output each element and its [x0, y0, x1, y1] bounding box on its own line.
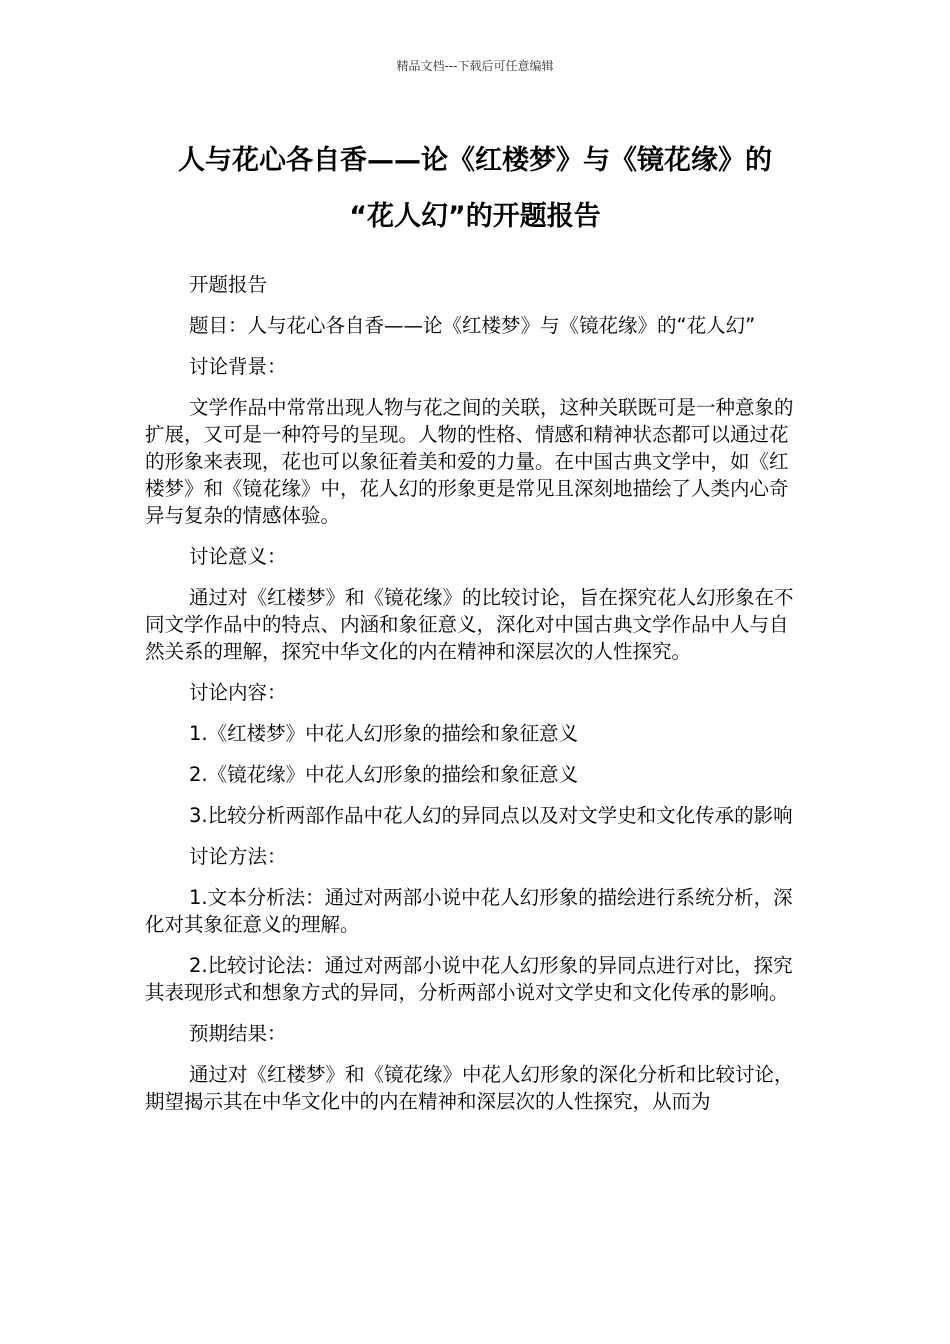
section-heading-background: 讨论背景：	[189, 355, 287, 378]
topic-paragraph: 题目：人与花心各自香——论《红楼梦》与《镜花缘》的“花人幻”	[189, 314, 756, 337]
section-heading-expected-results: 预期结果：	[189, 1022, 287, 1045]
section-heading-content: 讨论内容：	[189, 681, 287, 704]
content-item-1: 1.《红楼梦》中花人幻形象的描绘和象征意义	[189, 722, 579, 745]
significance-paragraph: 通过对《红楼梦》和《镜花缘》的比较讨论，旨在探究花人幻形象在不同文学作品中的特点、内涵和象征意义，深化对中国古典文学作品中人与自然关系的理解，探究中华文化的内在精神和深层次的人性探究。	[145, 586, 794, 663]
title-line-2: “花人幻”的开题报告	[349, 201, 601, 232]
content-item-2: 2.《镜花缘》中花人幻形象的描绘和象征意义	[189, 763, 579, 786]
section-heading-significance: 讨论意义：	[189, 545, 287, 568]
document-title	[150, 133, 800, 245]
page-header-note: 精品文档---下载后可任意编辑	[396, 59, 554, 73]
title-line-1: 人与花心各自香——论《红楼梦》与《镜花缘》的	[178, 145, 772, 176]
method-item-2: 2.比较讨论法：通过对两部小说中花人幻形象的异同点进行对比，探究其表现形式和想象方式的异同，分析两部小说对文学史和文化传承的影响。	[145, 954, 793, 1004]
method-item-1: 1.文本分析法：通过对两部小说中花人幻形象的描绘进行系统分析，深化对其象征意义的理解。	[145, 886, 793, 936]
expected-results-paragraph: 通过对《红楼梦》和《镜花缘》中花人幻形象的深化分析和比较讨论，期望揭示其在中华文化中的内在精神和深层次的人性探究，从而为	[145, 1063, 794, 1113]
section-heading-methods: 讨论方法：	[189, 845, 287, 868]
background-paragraph: 文学作品中常常出现人物与花之间的关联，这种关联既可是一种意象的扩展，又可是一种符号的呈现。人物的性格、情感和精神状态都可以通过花的形象来表现，花也可以象征着美和爱的力量。在中国古典文学中，如《红楼梦》和《镜花缘》中，花人幻的形象更是常见且深刻地描绘了人类内心奇异与复杂的情感体验。	[145, 396, 794, 527]
content-item-3: 3.比较分析两部作品中花人幻的异同点以及对文学史和文化传承的影响	[189, 804, 793, 827]
document-body	[145, 271, 795, 1129]
section-heading-report: 开题报告	[189, 273, 268, 296]
